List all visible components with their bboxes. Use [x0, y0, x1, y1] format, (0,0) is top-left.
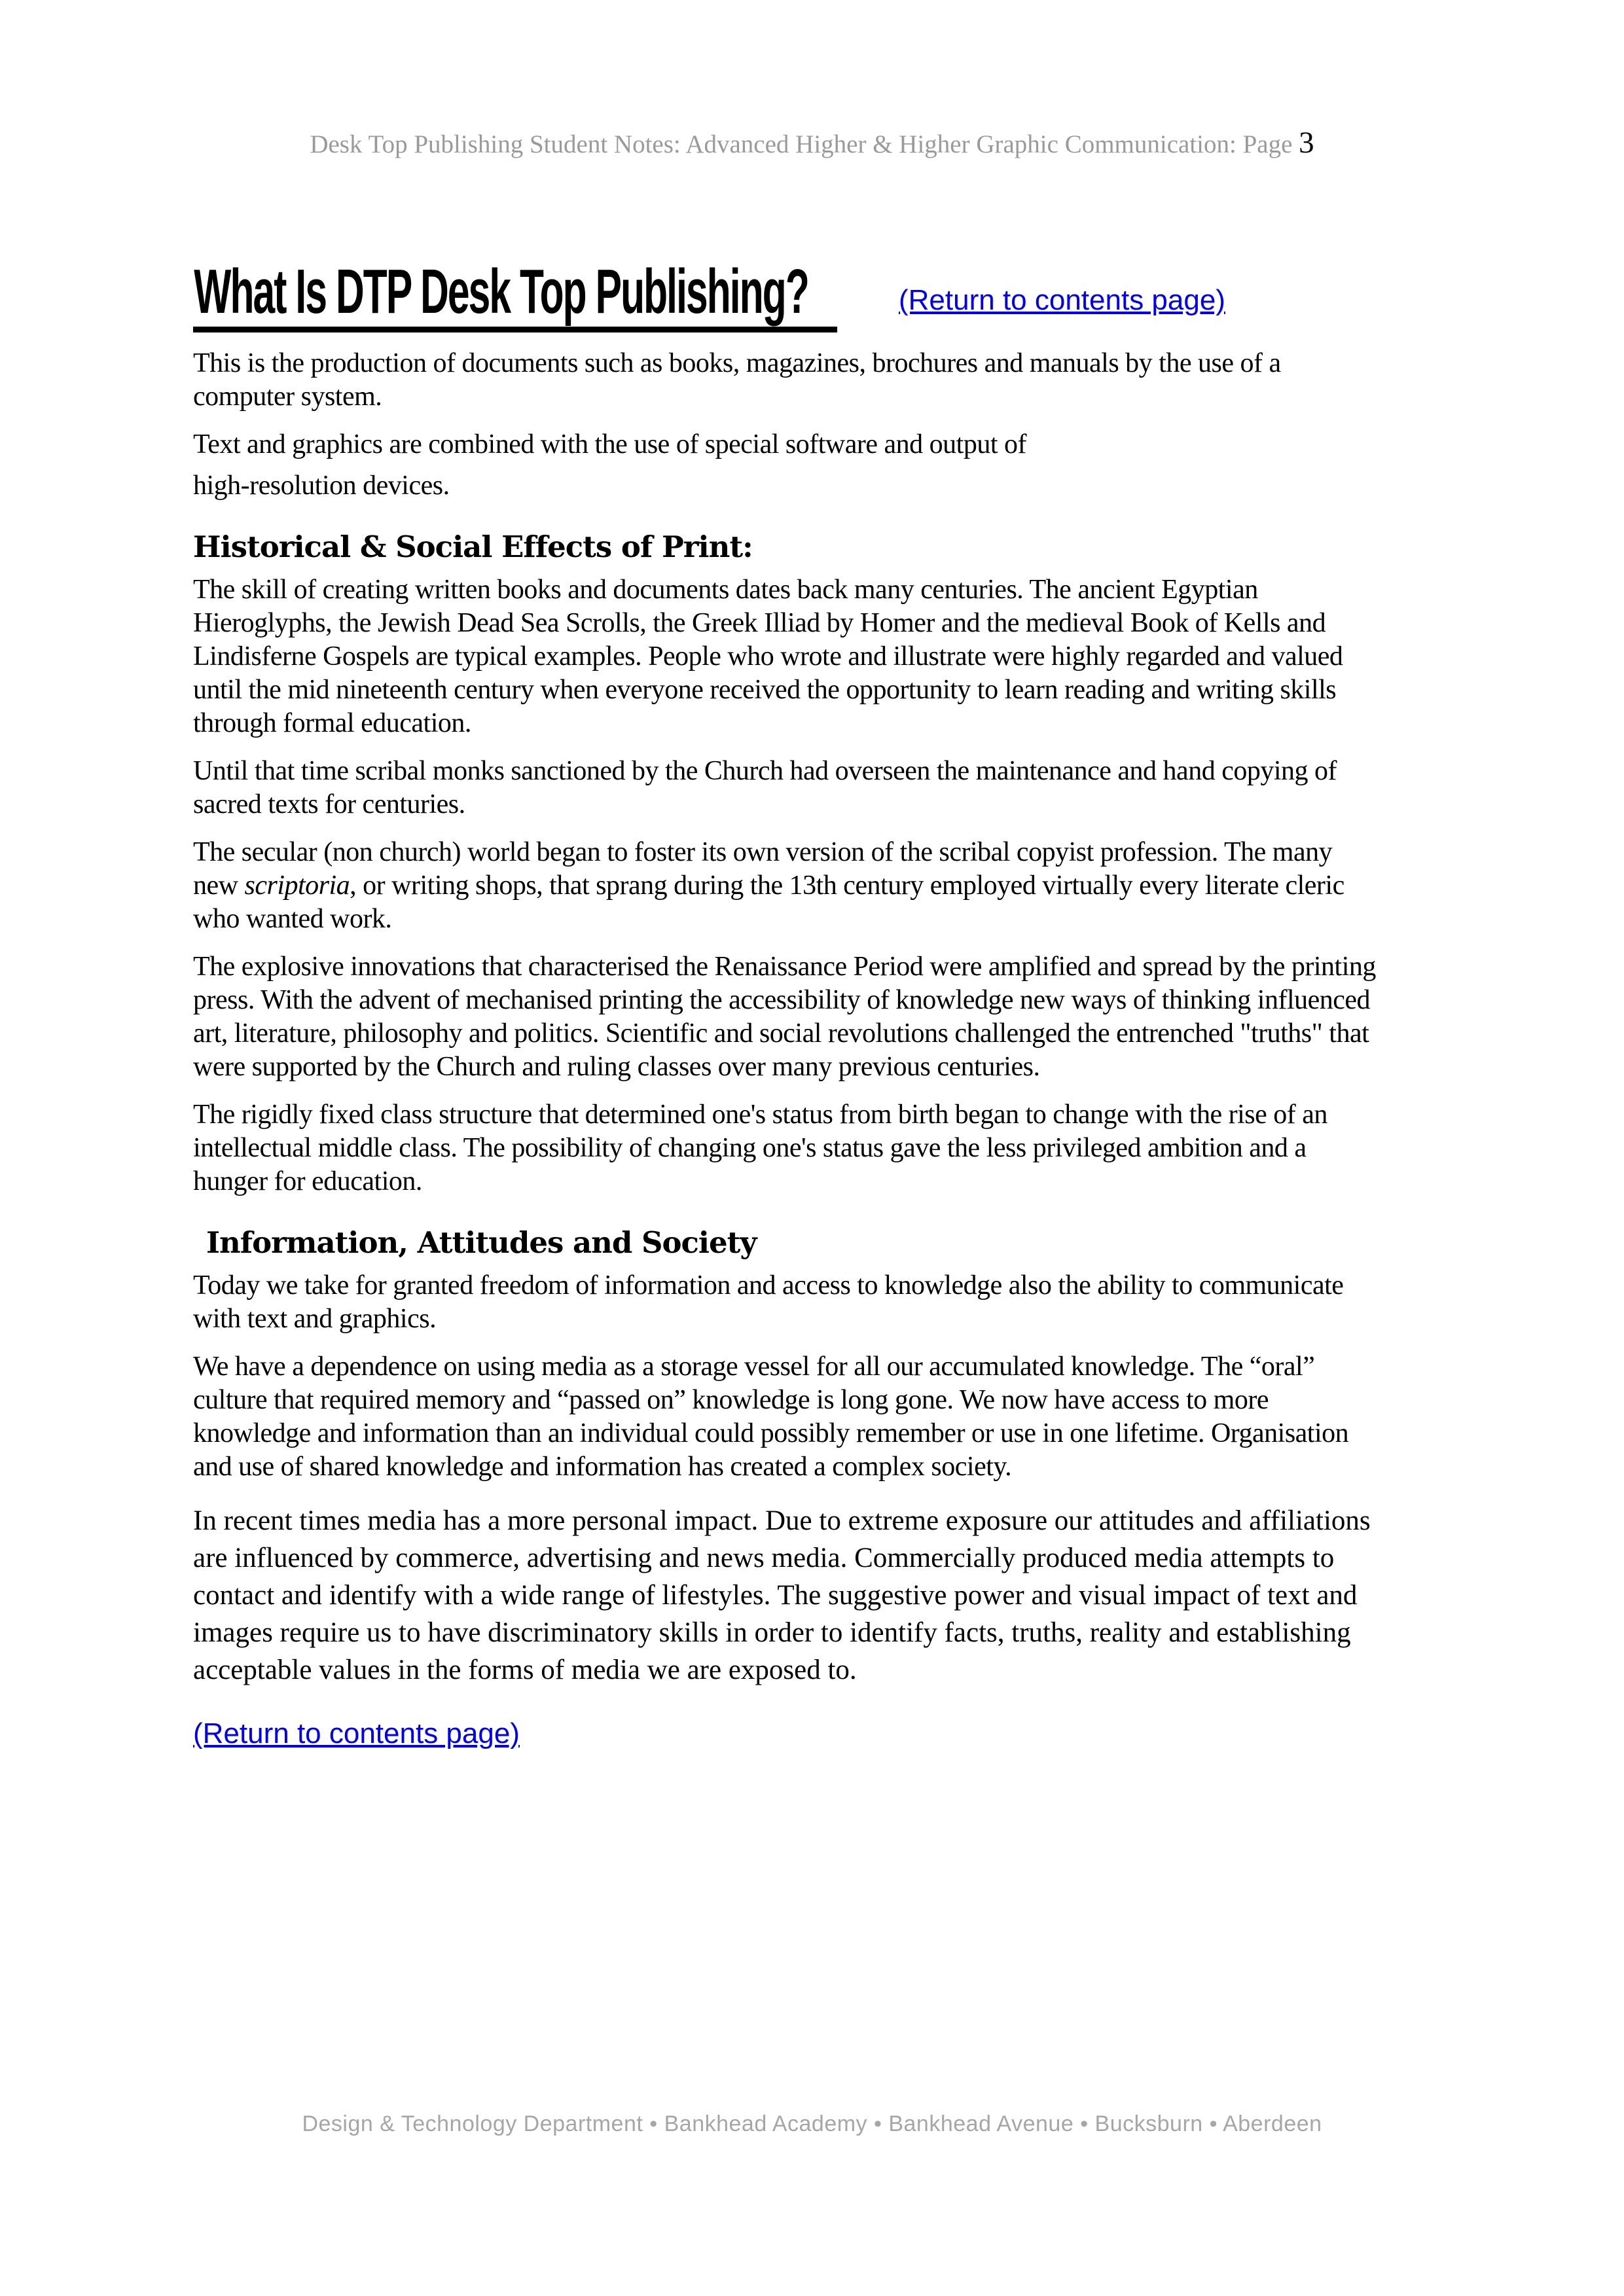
paragraph-society-2: We have a dependence on using media as a storage vessel for all our accumulated knowledge. The “oral” culture that required memory and “passed on” knowledge is long gone. We now have access to more knowledge and information than an individual could possibly remember or use in one lifetime. Organisation and use of shared knowledge and information has created a complex society. — [193, 1351, 1349, 1482]
paragraph-history-3-after: , or writing shops, that sprang during the 13th century employed virtually every literate cleric who wanted work. — [193, 870, 1344, 934]
return-to-contents-link-bottom[interactable]: (Return to contents page) — [193, 1717, 520, 1749]
page-number: 3 — [1299, 126, 1314, 160]
paragraph-society-1: Today we take for granted freedom of information and access to knowledge also the ability to communicate with text and graphics. — [193, 1270, 1344, 1334]
paragraph-intro-2: Text and graphics are combined with the use of special software and output of — [193, 429, 1026, 459]
paragraph-history-1: The skill of creating written books and documents dates back many centuries. The ancient Egyptian Hieroglyphs, the Jewish Dead Sea Scrolls, the Greek Illiad by Homer and the medieval Book of Kells and Lindisferne Gospels are typical examples. People who wrote and illustrate were highly regarded and valued until the mid nineteenth century when everyone received the opportunity to learn reading and writing skills through formal education. — [193, 574, 1343, 738]
section-heading-historical: Historical & Social Effects of Print: — [193, 529, 753, 564]
paragraph-history-4: The explosive innovations that characterised the Renaissance Period were amplified and spread by the printing press. With the advent of mechanised printing the accessibility of knowledge new ways of thinking influenced art, literature, philosophy and politics. Scientific and social revolutions challenged the entrenched "truths" that were supported by the Church and ruling classes over many previous centuries. — [193, 951, 1376, 1082]
return-to-contents-link-top[interactable]: (Return to contents page) — [899, 284, 1225, 316]
header-text: Desk Top Publishing Student Notes: Advanced Higher & Higher Graphic Communication: Page — [310, 130, 1299, 158]
paragraph-history-3 — [193, 836, 1379, 936]
page-footer: Design & Technology Department • Bankhead Academy • Bankhead Avenue • Bucksburn • Aberdeen — [302, 2111, 1322, 2136]
scriptoria-italic-term: scriptoria — [244, 870, 350, 901]
section-heading-information: Information, Attitudes and Society — [206, 1225, 757, 1260]
paragraph-history-3-before: The secular (non church) world began to foster its own version of the scribal copyist profession. The many new — [193, 836, 1333, 901]
paragraph-history-5: The rigidly fixed class structure that determined one's status from birth began to change with the rise of an intellectual middle class. The possibility of changing one's status gave the less privileged ambition and a hunger for education. — [193, 1099, 1327, 1196]
page-header — [0, 124, 1624, 161]
page-title: What Is DTP Desk Top Publishing? — [193, 262, 837, 332]
title-row — [193, 256, 1379, 332]
paragraph-society-3: In recent times media has a more personal impact. Due to extreme exposure our attitudes and affiliations are influenced by commerce, advertising and news media. Commercially produced media attempts to contact and identify with a wide range of lifestyles. The suggestive power and visual impact of text and images require us to have discriminatory skills in order to identify facts, truths, reality and establishing acceptable values in the forms of media we are exposed to. — [193, 1505, 1371, 1685]
paragraph-history-2: Until that time scribal monks sanctioned by the Church had overseen the maintenance and hand copying of sacred texts for centuries. — [193, 755, 1337, 819]
paragraph-intro-3: high-resolution devices. — [193, 471, 450, 501]
paragraph-intro-1: This is the production of documents such as books, magazines, brochures and manuals by the use of a computer system. — [193, 348, 1281, 412]
document-body — [193, 256, 1379, 1750]
